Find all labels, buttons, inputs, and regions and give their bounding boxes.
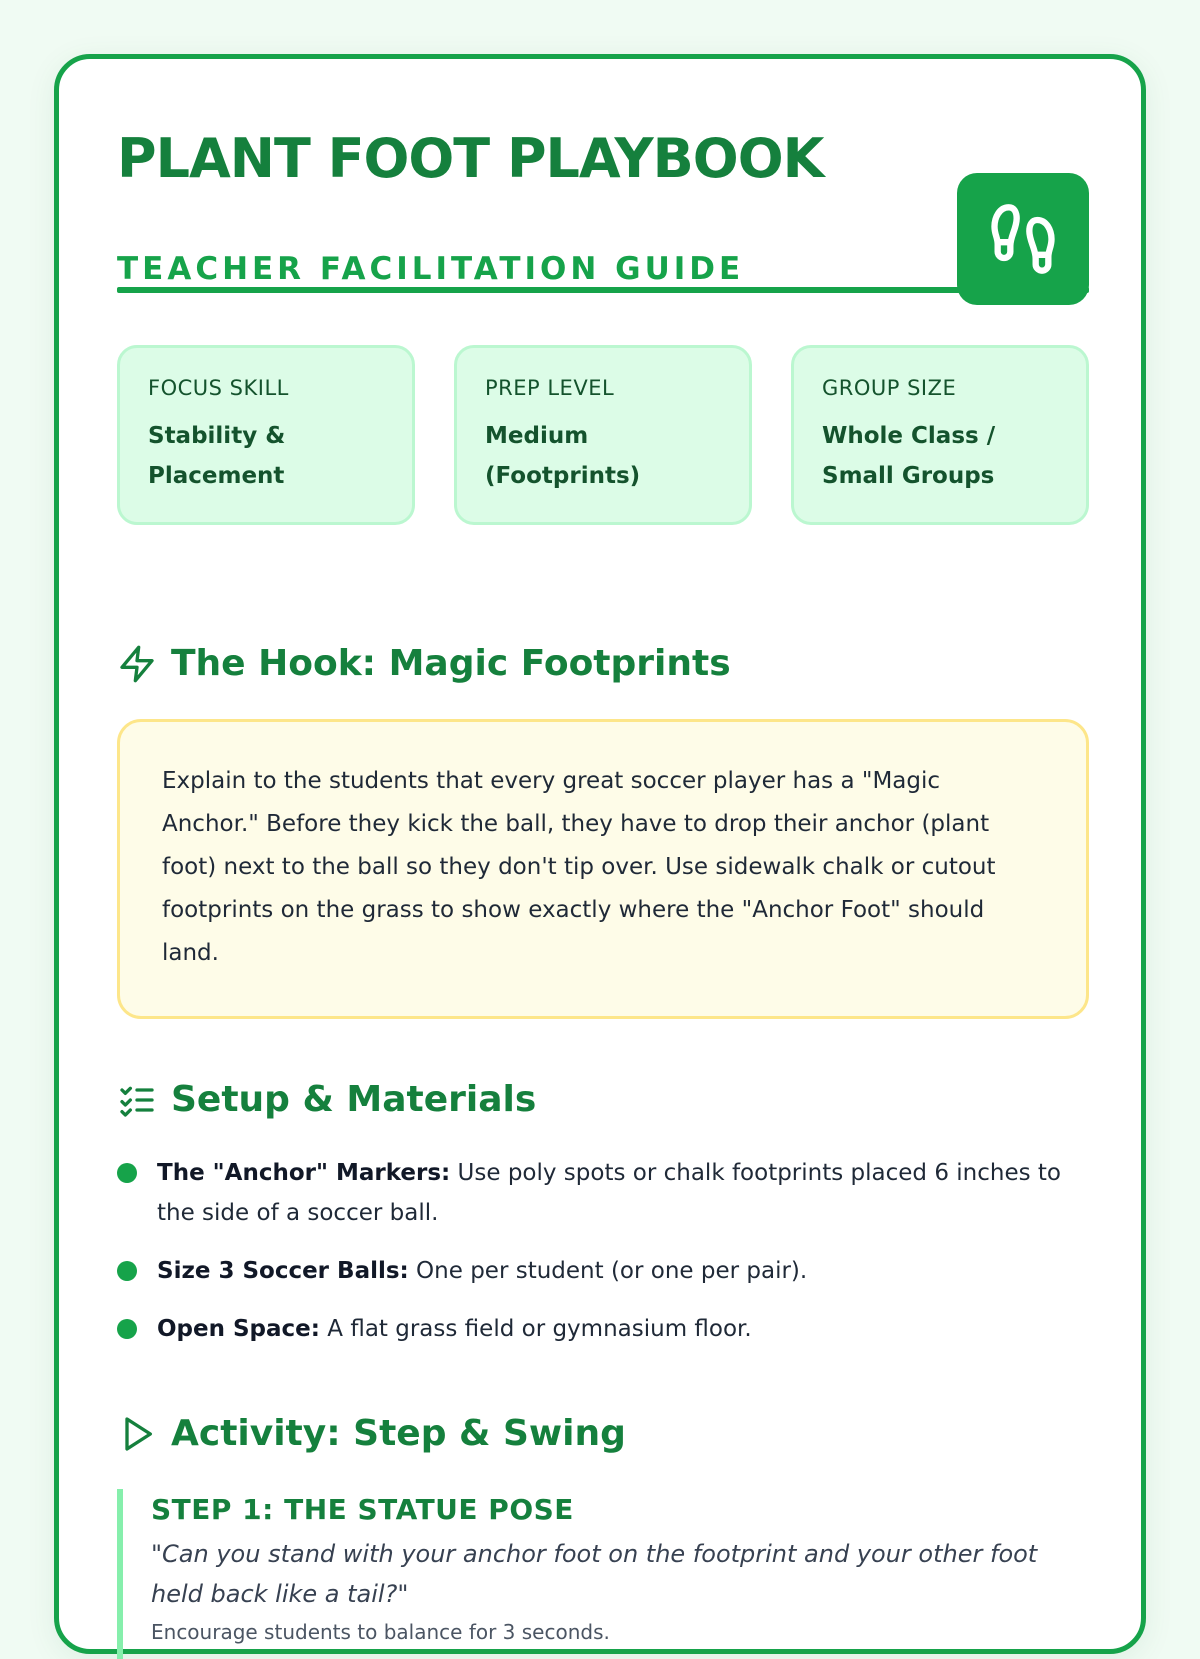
list-item bbox=[117, 1309, 1089, 1349]
footprints-icon bbox=[985, 201, 1061, 277]
info-card-focus-skill bbox=[117, 345, 415, 525]
hook-callout bbox=[117, 719, 1089, 1019]
materials-heading-text: Setup & Materials bbox=[171, 1079, 537, 1120]
bullet-icon bbox=[117, 1261, 137, 1281]
step-title: STEP 1: THE STATUE POSE bbox=[151, 1493, 574, 1526]
list-item bbox=[117, 1251, 1089, 1291]
info-card-prep-level bbox=[454, 345, 752, 525]
activity-heading-text: Activity: Step & Swing bbox=[171, 1413, 626, 1454]
bullet-icon bbox=[117, 1163, 137, 1183]
hook-heading-text: The Hook: Magic Footprints bbox=[171, 643, 731, 684]
info-value: Whole Class / Small Groups bbox=[822, 423, 996, 489]
info-label: FOCUS SKILL bbox=[148, 376, 289, 400]
hook-heading bbox=[117, 643, 731, 684]
info-card-group-size bbox=[791, 345, 1089, 525]
step-quote: "Can you stand with your anchor foot on the footprint and your other foot held back like a tail?" bbox=[151, 1540, 1038, 1608]
list-item bbox=[117, 1153, 1089, 1233]
page-subtitle: TEACHER FACILITATION GUIDE bbox=[117, 251, 745, 287]
material-text: A flat grass field or gymnasium floor. bbox=[319, 1316, 752, 1342]
lightning-icon bbox=[117, 644, 157, 684]
hook-text: Explain to the students that every great soccer player has a "Magic Anchor." Before they kick the ball, they have to drop their anchor (plant foot) next to the ball so they don't tip over. Use sidewalk chalk or cutout footprints on the grass to show exactly where the "Anchor Foot" should land. bbox=[162, 768, 996, 966]
page-title: PLANT FOOT PLAYBOOK bbox=[117, 127, 824, 190]
material-label: Open Space: bbox=[157, 1316, 320, 1342]
header-divider bbox=[117, 287, 1089, 293]
play-icon bbox=[117, 1414, 157, 1454]
info-value: Medium (Footprints) bbox=[485, 423, 641, 489]
activity-heading bbox=[117, 1413, 626, 1454]
step-note: Encourage students to balance for 3 seconds. bbox=[151, 1620, 610, 1644]
bullet-icon bbox=[117, 1319, 137, 1339]
info-value: Stability & Placement bbox=[148, 423, 286, 489]
materials-heading bbox=[117, 1079, 536, 1120]
activity-step bbox=[117, 1489, 1089, 1659]
info-cards bbox=[117, 345, 1089, 525]
material-text: One per student (or one per pair). bbox=[408, 1258, 808, 1284]
header bbox=[117, 117, 1089, 297]
logo-badge bbox=[957, 173, 1089, 305]
material-label: Size 3 Soccer Balls: bbox=[157, 1258, 409, 1284]
guide-card bbox=[54, 54, 1146, 1654]
material-text: Use poly spots or chalk footprints placed 6 inches to the side of a soccer ball. bbox=[157, 1160, 1062, 1226]
material-label: The "Anchor" Markers: bbox=[157, 1160, 451, 1186]
checklist-icon bbox=[117, 1080, 157, 1120]
info-label: GROUP SIZE bbox=[822, 376, 957, 400]
materials-list bbox=[117, 1153, 1089, 1367]
info-label: PREP LEVEL bbox=[485, 376, 615, 400]
